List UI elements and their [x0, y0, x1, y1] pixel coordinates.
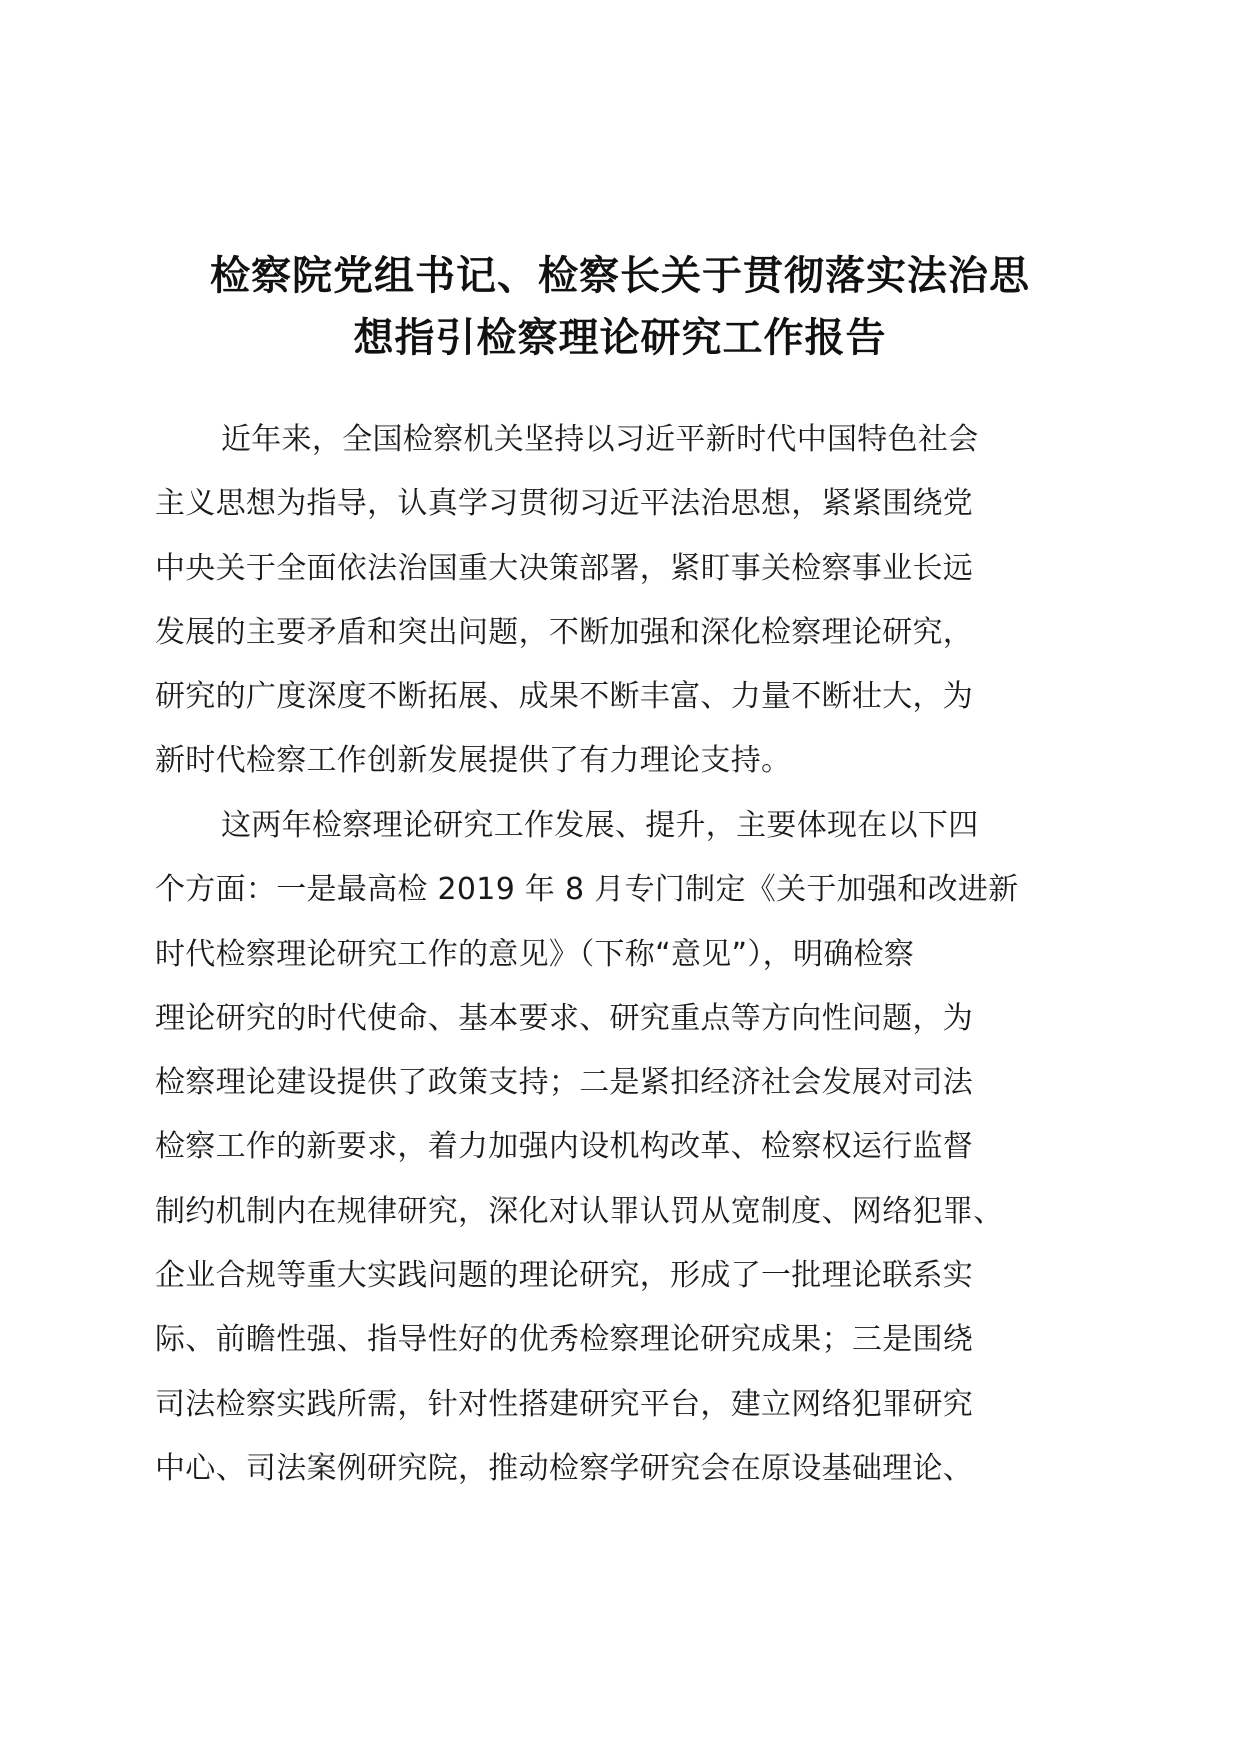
paragraph-line: 司法检察实践所需，针对性搭建研究平台，建立网络犯罪研究	[155, 1386, 974, 1422]
title-line-1: 检察院党组书记、检察长关于贯彻落实法治思	[210, 253, 1030, 299]
title-line-2: 想指引检察理论研究工作报告	[353, 315, 887, 361]
paragraph-2	[155, 794, 1095, 1501]
paragraph-line: 企业合规等重大实践问题的理论研究，形成了一批理论联系实	[155, 1258, 974, 1294]
document-title	[140, 245, 1100, 369]
paragraph-line: 研究的广度深度不断拓展、成果不断丰富、力量不断壮大，为	[155, 679, 974, 715]
paragraph-line: 这两年检察理论研究工作发展、提升，主要体现在以下四	[221, 808, 979, 843]
paragraph-line: 检察工作的新要求，着力加强内设机构改革、检察权运行监督	[155, 1129, 974, 1165]
paragraph-line: 制约机制内在规律研究，深化对认罪认罚从宽制度、网络犯罪、	[155, 1193, 1004, 1229]
paragraph-line: 主义思想为指导，认真学习贯彻习近平法治思想，紧紧围绕党	[155, 486, 974, 522]
paragraph-line: 中心、司法案例研究院，推动检察学研究会在原设基础理论、	[155, 1450, 974, 1486]
paragraph-line: 时代检察理论研究工作的意见》（下称“意见”），明确检察	[155, 936, 915, 972]
paragraph-line: 近年来，全国检察机关坚持以习近平新时代中国特色社会	[221, 422, 979, 457]
paragraph-line: 新时代检察工作创新发展提供了有力理论支持。	[155, 743, 792, 779]
paragraph-line: 检察理论建设提供了政策支持；二是紧扣经济社会发展对司法	[155, 1065, 974, 1101]
paragraph-line: 际、前瞻性强、指导性好的优秀检察理论研究成果；三是围绕	[155, 1322, 974, 1358]
paragraph-line: 发展的主要矛盾和突出问题，不断加强和深化检察理论研究，	[155, 614, 974, 650]
paragraph-1	[155, 408, 1095, 794]
paragraph-line: 理论研究的时代使命、基本要求、研究重点等方向性问题，为	[155, 1000, 974, 1036]
paragraph-line: 中央关于全面依法治国重大决策部署，紧盯事关检察事业长远	[155, 550, 974, 586]
paragraph-line: 个方面：一是最高检 2019 年 8 月专门制定《关于加强和改进新	[155, 872, 1019, 908]
